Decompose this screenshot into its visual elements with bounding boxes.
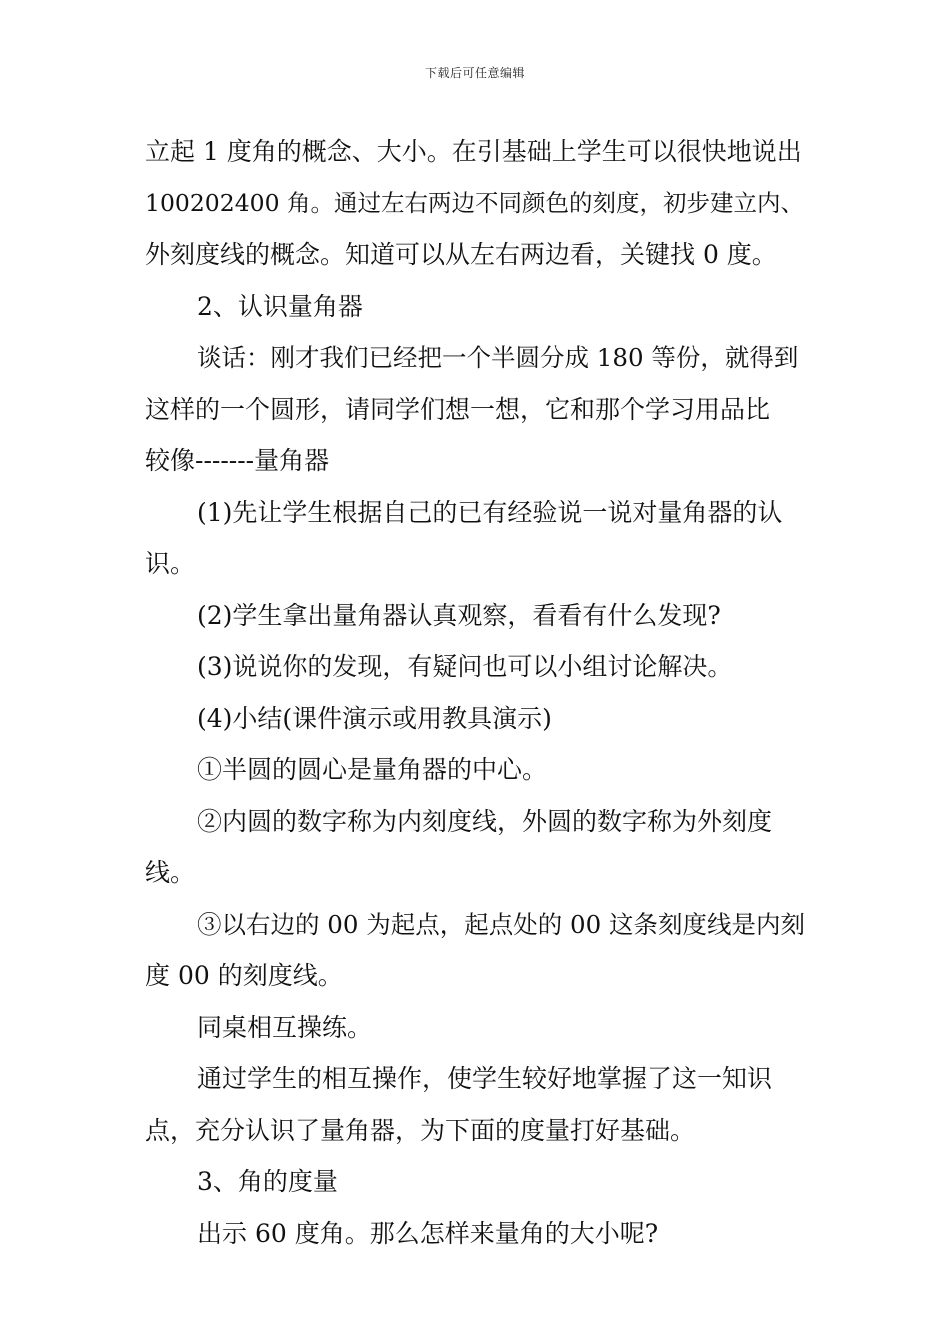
text-line: 同桌相互操练。 — [197, 1012, 373, 1042]
text-line: 这样的一个圆形，请同学们想一想，它和那个学习用品比 — [145, 394, 771, 424]
text-line: 通过学生的相互操作，使学生较好地掌握了这一知识 — [197, 1064, 773, 1093]
text-line: 点，充分认识了量角器，为下面的度量打好基础。 — [145, 1115, 696, 1145]
list-item: (3)说说你的发现，有疑问也可以小组讨论解决。 — [197, 652, 733, 681]
document-body — [145, 126, 810, 1259]
text-line: 线。 — [145, 858, 196, 887]
page-header: 下载后可任意编辑 — [424, 66, 525, 80]
section-heading: 3、角的度量 — [197, 1167, 338, 1196]
text-line: 识。 — [145, 549, 196, 578]
text-line: 100202400 角。通过左右两边不同颜色的刻度，初步建立内、 — [145, 188, 805, 217]
text-line: 谈话：刚才我们已经把一个半圆分成 180 等份，就得到 — [197, 343, 799, 372]
section-heading: 2、认识量角器 — [197, 291, 363, 321]
list-item: (2)学生拿出量角器认真观察，看看有什么发现? — [197, 600, 721, 630]
list-item: ②内圆的数字称为内刻度线，外圆的数字称为外刻度 — [197, 806, 773, 836]
list-item: ①半圆的圆心是量角器的中心。 — [197, 755, 548, 784]
text-line: 立起 1 度角的概念、大小。在引基础上学生可以很快地说出 — [145, 137, 802, 166]
text-line: 出示 60 度角。那么怎样来量角的大小呢? — [197, 1218, 659, 1248]
text-line: 较像-------量角器 — [145, 446, 330, 475]
list-item: ③以右边的 00 为起点，起点处的 00 这条刻度线是内刻 — [197, 909, 805, 939]
list-item: (4)小结(课件演示或用教具演示) — [197, 703, 552, 733]
text-line: 度 00 的刻度线。 — [145, 961, 343, 990]
list-item: (1)先让学生根据自己的已有经验说一说对量角器的认 — [197, 497, 783, 527]
text-line: 外刻度线的概念。知道可以从左右两边看，关键找 0 度。 — [145, 240, 777, 269]
